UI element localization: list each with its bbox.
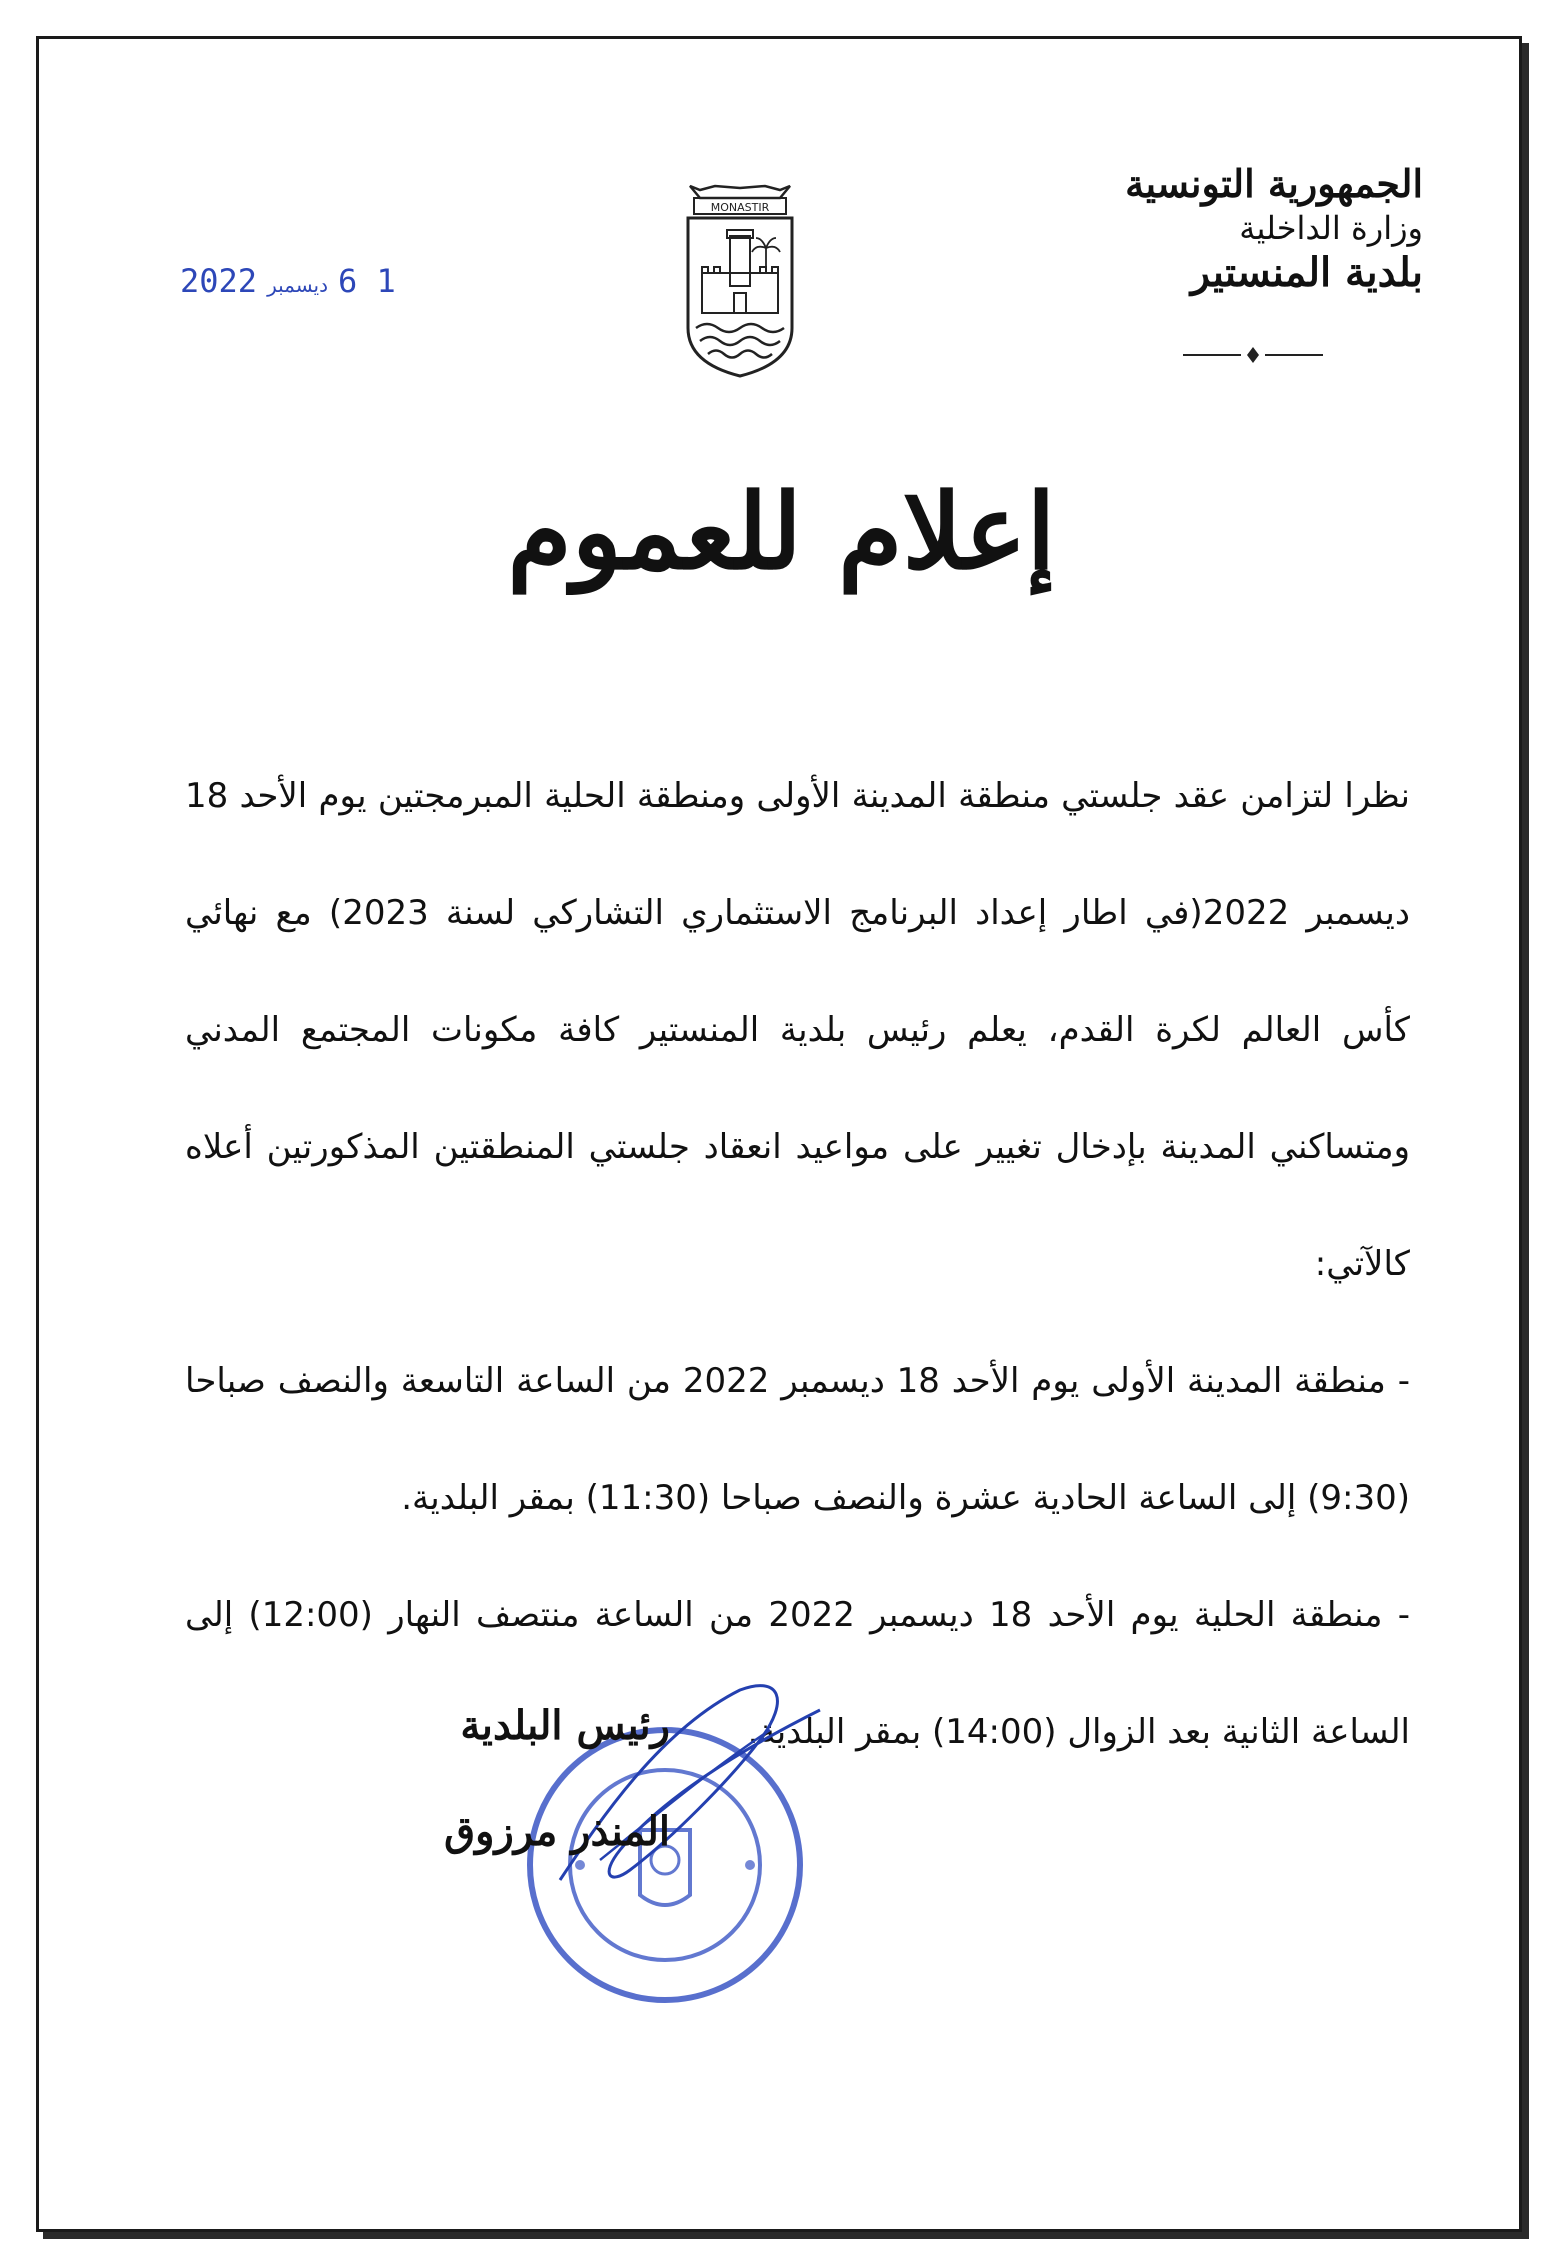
letterhead bbox=[1125, 160, 1423, 298]
date-stamp bbox=[180, 262, 396, 300]
schedule-item-2: - منطقة الحلية يوم الأحد 18 ديسمبر 2022 من الساعة منتصف النهار (12:00) إلى الساعة الثانية بعد الزوال (14:00) بمقر البلدية. bbox=[185, 1595, 1410, 1752]
date-day: 1 6 bbox=[338, 262, 396, 300]
svg-text:MONASTIR: MONASTIR bbox=[710, 201, 770, 214]
republic-name: الجمهورية التونسية bbox=[1125, 161, 1423, 206]
monastir-coat-of-arms-icon bbox=[680, 178, 800, 378]
date-year: 2022 bbox=[180, 262, 258, 300]
ornament-divider-icon bbox=[1183, 345, 1323, 365]
signatory-title: رئيس البلدية bbox=[460, 1702, 670, 1749]
signatory-name: المنذر مرزوق bbox=[444, 1808, 670, 1855]
schedule-item-1: - منطقة المدينة الأولى يوم الأحد 18 ديسمبر 2022 من الساعة التاسعة والنصف صباحا (9:30) إلى الساعة الحادية عشرة والنصف صباحا (11:30) بمقر البلدية. bbox=[185, 1361, 1410, 1518]
page-title: إعلام للعموم bbox=[507, 470, 1056, 593]
ministry-name: وزارة الداخلية bbox=[1239, 208, 1423, 247]
date-month: ديسمبر bbox=[267, 273, 329, 297]
municipality-name: بلدية المنستير bbox=[1190, 248, 1423, 296]
intro-paragraph: نظرا لتزامن عقد جلستي منطقة المدينة الأولى ومنطقة الحلية المبرمجتين يوم الأحد 18 ديسمبر 2022(في اطار إعداد البرنامج الاستثماري التشاركي لسنة 2023) مع نهائي كأس العالم لكرة القدم، يعلم رئيس بلدية المنستير كافة مكونات المجتمع المدني ومتساكني المدينة بإدخال تغيير على مواعيد انعقاد جلستي المنطقتين المذكورتين أعلاه كالآتي: bbox=[185, 776, 1411, 1284]
announcement-body bbox=[185, 738, 1410, 1791]
